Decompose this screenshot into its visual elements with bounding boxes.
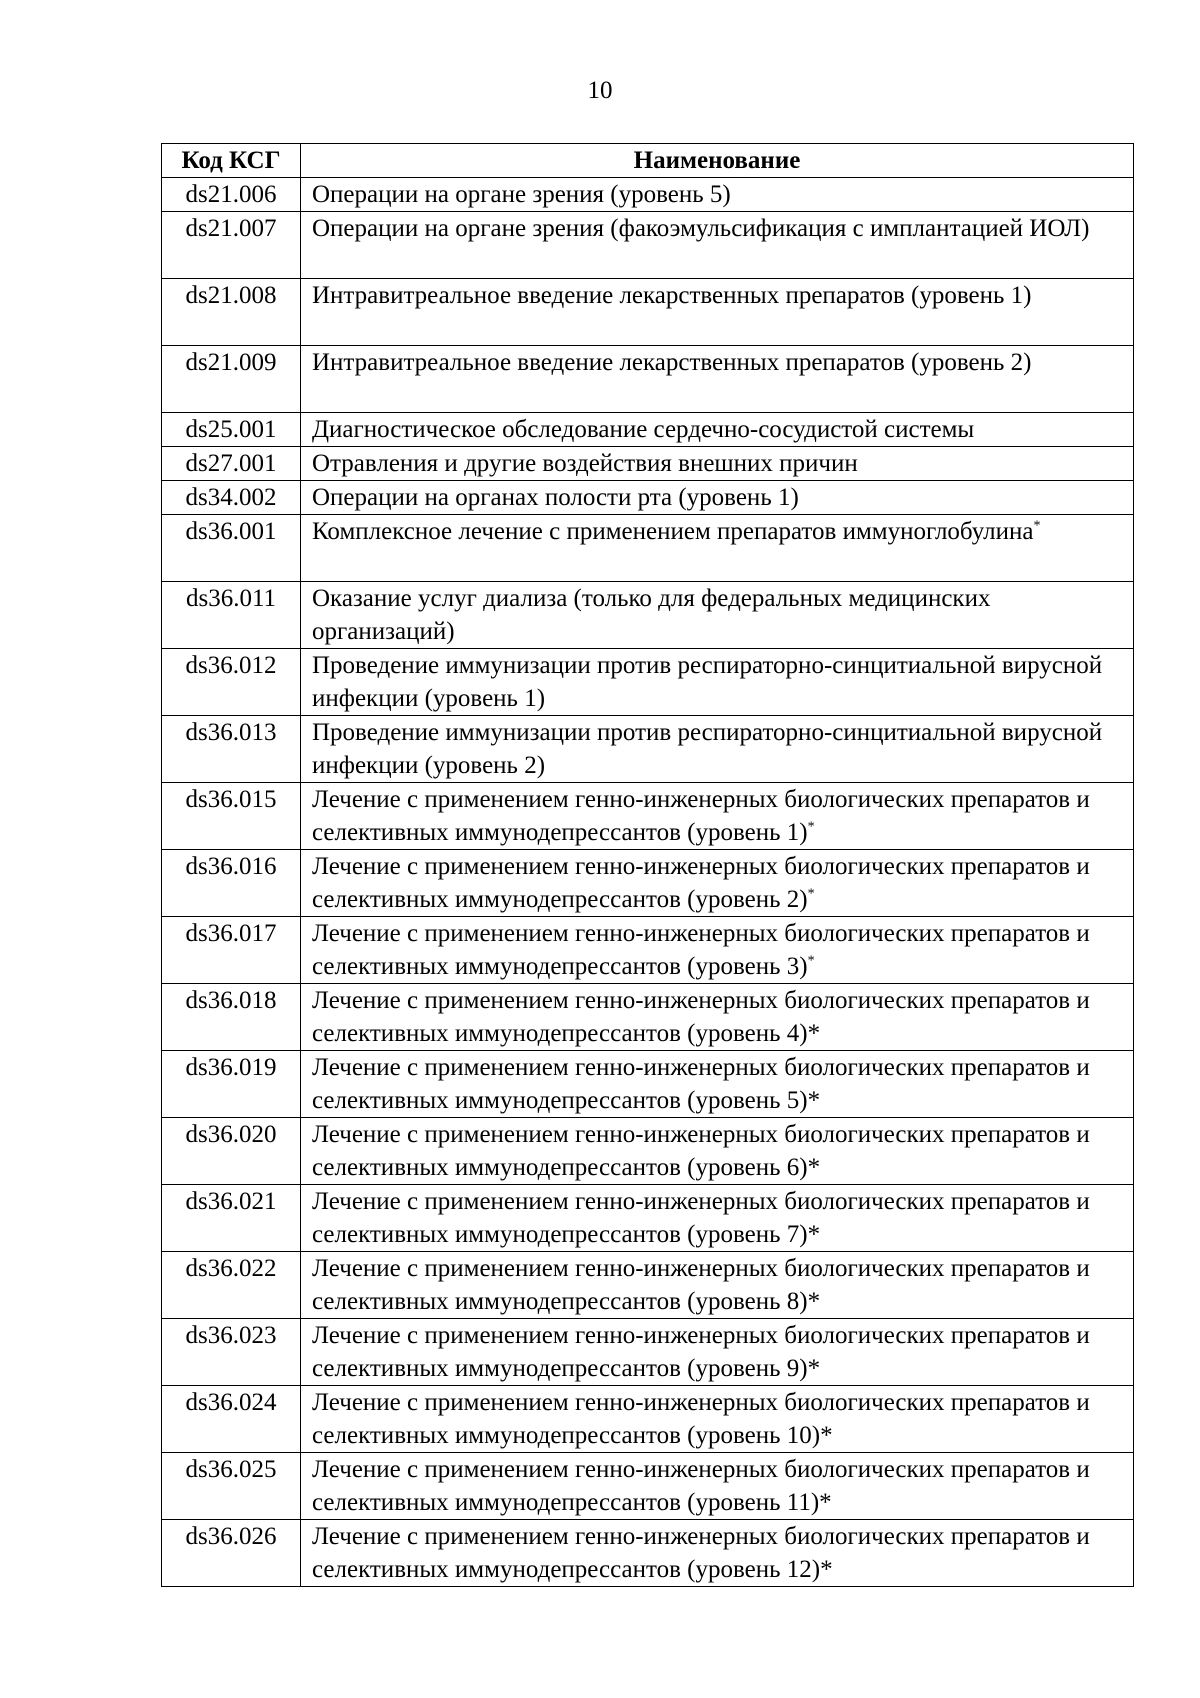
ksg-code: ds34.002 xyxy=(162,481,301,515)
ksg-name-text: Оказание услуг диализа (только для федеральных медицинских организаций) xyxy=(312,585,991,645)
ksg-name-text: Лечение с применением генно-инженерных биологических препаратов и селективных иммунодепрессантов (уровень 10)* xyxy=(312,1389,1090,1449)
ksg-name-text: Операции на органе зрения (факоэмульсификация с имплантацией ИОЛ) xyxy=(312,215,1090,242)
table-row xyxy=(162,1386,1134,1453)
ksg-name-text: Лечение с применением генно-инженерных биологических препаратов и селективных иммунодепрессантов (уровень 9)* xyxy=(312,1322,1090,1382)
ksg-name-text: Комплексное лечение с применением препаратов иммуноглобулина xyxy=(312,518,1034,545)
table-row xyxy=(162,1118,1134,1185)
ksg-table xyxy=(161,143,1134,1587)
ksg-code: ds36.026 xyxy=(162,1520,301,1587)
ksg-name-text: Интравитреальное введение лекарственных препаратов (уровень 2) xyxy=(312,349,1032,376)
table-row xyxy=(162,649,1134,716)
ksg-name-text: Проведение иммунизации против респираторно-синцитиальной вирусной инфекции (уровень 2) xyxy=(312,719,1103,779)
table-row xyxy=(162,1319,1134,1386)
table-row xyxy=(162,346,1134,413)
ksg-name xyxy=(301,1185,1134,1252)
ksg-name-text: Лечение с применением генно-инженерных биологических препаратов и селективных иммунодепрессантов (уровень 8)* xyxy=(312,1255,1090,1315)
ksg-name-text: Лечение с применением генно-инженерных биологических препаратов и селективных иммунодепрессантов (уровень 1) xyxy=(312,786,1090,846)
table-row xyxy=(162,582,1134,649)
ksg-name-text: Лечение с применением генно-инженерных биологических препаратов и селективных иммунодепрессантов (уровень 3) xyxy=(312,920,1090,980)
ksg-name-text: Лечение с применением генно-инженерных биологических препаратов и селективных иммунодепрессантов (уровень 4)* xyxy=(312,987,1090,1047)
table-row xyxy=(162,212,1134,279)
ksg-name xyxy=(301,716,1134,783)
ksg-code: ds21.006 xyxy=(162,178,301,212)
table-row xyxy=(162,850,1134,917)
ksg-name xyxy=(301,447,1134,481)
table-row xyxy=(162,1453,1134,1520)
table-row xyxy=(162,447,1134,481)
table-row xyxy=(162,1252,1134,1319)
ksg-name-text: Лечение с применением генно-инженерных биологических препаратов и селективных иммунодепрессантов (уровень 12)* xyxy=(312,1523,1090,1583)
ksg-code: ds27.001 xyxy=(162,447,301,481)
table-header-row xyxy=(162,144,1134,178)
footnote-mark: * xyxy=(807,886,815,902)
table-row xyxy=(162,1051,1134,1118)
ksg-name xyxy=(301,917,1134,984)
ksg-code: ds36.011 xyxy=(162,582,301,649)
ksg-name-text: Лечение с применением генно-инженерных биологических препаратов и селективных иммунодепрессантов (уровень 6)* xyxy=(312,1121,1090,1181)
ksg-name-text: Интравитреальное введение лекарственных препаратов (уровень 1) xyxy=(312,282,1032,309)
ksg-code: ds21.009 xyxy=(162,346,301,413)
table-row xyxy=(162,917,1134,984)
ksg-name xyxy=(301,413,1134,447)
ksg-name xyxy=(301,984,1134,1051)
ksg-name-text: Операции на органе зрения (уровень 5) xyxy=(312,181,731,208)
ksg-code: ds21.007 xyxy=(162,212,301,279)
header-name: Наименование xyxy=(301,144,1134,178)
ksg-name xyxy=(301,481,1134,515)
footnote-mark: * xyxy=(807,953,815,969)
ksg-name xyxy=(301,649,1134,716)
table-row xyxy=(162,1185,1134,1252)
ksg-name xyxy=(301,783,1134,850)
ksg-code: ds36.001 xyxy=(162,515,301,582)
ksg-code: ds36.015 xyxy=(162,783,301,850)
ksg-code: ds36.012 xyxy=(162,649,301,716)
ksg-name-text: Проведение иммунизации против респираторно-синцитиальной вирусной инфекции (уровень 1) xyxy=(312,652,1103,712)
ksg-name xyxy=(301,850,1134,917)
table-row xyxy=(162,178,1134,212)
ksg-name xyxy=(301,1051,1134,1118)
ksg-name-text: Лечение с применением генно-инженерных биологических препаратов и селективных иммунодепрессантов (уровень 11)* xyxy=(312,1456,1090,1516)
ksg-code: ds36.017 xyxy=(162,917,301,984)
table-body xyxy=(162,178,1134,1587)
ksg-name-text: Лечение с применением генно-инженерных биологических препаратов и селективных иммунодепрессантов (уровень 7)* xyxy=(312,1188,1090,1248)
ksg-name-text: Диагностическое обследование сердечно-сосудистой системы xyxy=(312,416,975,443)
ksg-name xyxy=(301,279,1134,346)
ksg-name xyxy=(301,1319,1134,1386)
table-row xyxy=(162,515,1134,582)
ksg-name xyxy=(301,212,1134,279)
ksg-name xyxy=(301,1252,1134,1319)
ksg-code: ds36.013 xyxy=(162,716,301,783)
ksg-name xyxy=(301,1386,1134,1453)
ksg-code: ds36.023 xyxy=(162,1319,301,1386)
ksg-code: ds36.016 xyxy=(162,850,301,917)
table-row xyxy=(162,984,1134,1051)
footnote-mark: * xyxy=(1033,518,1041,534)
ksg-code: ds25.001 xyxy=(162,413,301,447)
ksg-name xyxy=(301,346,1134,413)
table-row xyxy=(162,481,1134,515)
ksg-name xyxy=(301,178,1134,212)
ksg-code: ds36.021 xyxy=(162,1185,301,1252)
ksg-name xyxy=(301,1118,1134,1185)
ksg-name-text: Лечение с применением генно-инженерных биологических препаратов и селективных иммунодепрессантов (уровень 5)* xyxy=(312,1054,1090,1114)
footnote-mark: * xyxy=(807,819,815,835)
ksg-code: ds36.018 xyxy=(162,984,301,1051)
ksg-name-text: Операции на органах полости рта (уровень 1) xyxy=(312,484,799,511)
ksg-code: ds36.025 xyxy=(162,1453,301,1520)
ksg-name xyxy=(301,515,1134,582)
header-code: Код КСГ xyxy=(162,144,301,178)
ksg-code: ds36.019 xyxy=(162,1051,301,1118)
ksg-code: ds36.024 xyxy=(162,1386,301,1453)
ksg-name xyxy=(301,1520,1134,1587)
ksg-code: ds36.022 xyxy=(162,1252,301,1319)
ksg-name xyxy=(301,1453,1134,1520)
table-row xyxy=(162,1520,1134,1587)
page-number: 10 xyxy=(587,77,613,104)
ksg-code: ds21.008 xyxy=(162,279,301,346)
table-row xyxy=(162,716,1134,783)
ksg-name xyxy=(301,582,1134,649)
ksg-name-text: Лечение с применением генно-инженерных биологических препаратов и селективных иммунодепрессантов (уровень 2) xyxy=(312,853,1090,913)
table-row xyxy=(162,783,1134,850)
ksg-code: ds36.020 xyxy=(162,1118,301,1185)
table-row xyxy=(162,413,1134,447)
table-row xyxy=(162,279,1134,346)
ksg-name-text: Отравления и другие воздействия внешних причин xyxy=(312,450,858,477)
